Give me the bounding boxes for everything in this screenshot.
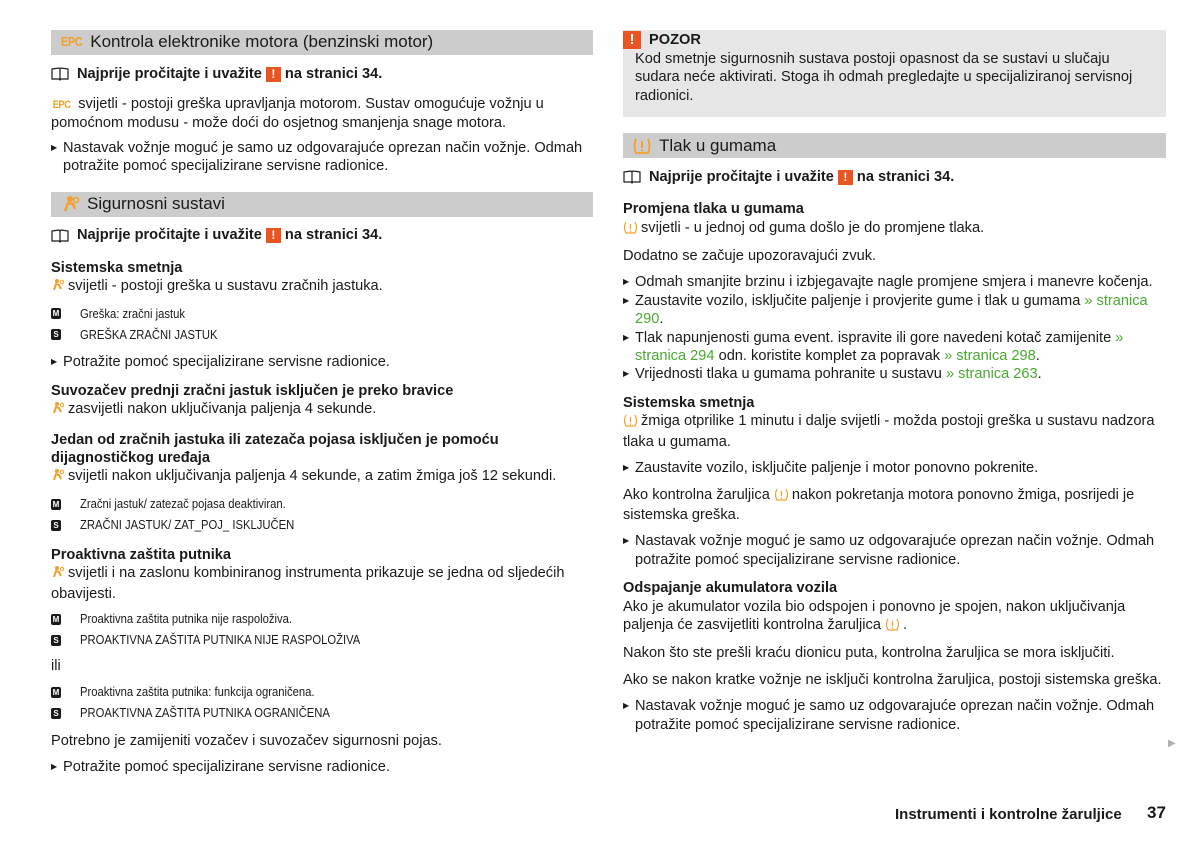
continue-arrow-icon: ▶ bbox=[1168, 738, 1176, 749]
bullet-item: ▶ Potražite pomoć specijalizirane servisne radionice. bbox=[51, 758, 593, 776]
page-link[interactable]: » stranica 298 bbox=[944, 348, 1036, 365]
subheading: Sistemska smetnja bbox=[623, 394, 755, 411]
paragraph: Ako je akumulator vozila bio odspojen i ponovno je spojen, nakon uključivanja paljenja će zasvijetliti kontrolna žaruljica . bbox=[623, 598, 1166, 637]
display-message-m: M Proaktivna zaštita putnika: funkcija ograničena. bbox=[52, 684, 315, 699]
right-column bbox=[623, 30, 1166, 734]
display-message-m: M Proaktivna zaštita putnika nije raspoloživa. bbox=[52, 612, 292, 627]
paragraph: svijetli i na zaslonu kombiniranog instrumenta prikazuje se jedna od sljedećih obavijesti. bbox=[51, 565, 565, 602]
display-message-s: S PROAKTIVNA ZAŠTITA PUTNIKA NIJE RASPOLOŽIVA bbox=[51, 630, 593, 651]
read-first-note: Najprije pročitajte i uvažite ! na stranici 34. bbox=[51, 225, 593, 247]
warning-box bbox=[623, 30, 1166, 117]
paragraph: žmiga otprilike 1 minutu i dalje svijetli - možda postoji greška u sustavu nadzora tlaka u gumama. bbox=[623, 413, 1155, 450]
display-message-m: M Zračni jastuk/ zatezač pojasa deaktiviran. bbox=[52, 497, 286, 512]
s-icon: S bbox=[51, 520, 61, 531]
read-first-note: Najprije pročitajte i uvažite ! na stranici 34. bbox=[51, 63, 593, 85]
paragraph: zasvijetli nakon uključivanja paljenja 4 sekunde. bbox=[51, 400, 593, 420]
bullet-item: ▶ Zaustavite vozilo, isključite paljenje i provjerite gume i tlak u gumama » stranica 290. bbox=[623, 292, 1166, 329]
display-message-s: S ZRAČNI JASTUK/ ZAT_POJ_ ISKLJUČEN bbox=[51, 515, 593, 536]
tyre-pressure-icon bbox=[631, 136, 653, 156]
paragraph: Potrebno je zamijeniti vozačev i suvozačev sigurnosni pojas. bbox=[51, 732, 442, 749]
bullet-item: ▶ Vrijednosti tlaka u gumama pohranite u sustavu » stranica 263. bbox=[623, 365, 1166, 383]
display-message-s: S PROAKTIVNA ZAŠTITA PUTNIKA OGRANIČENA bbox=[51, 703, 593, 724]
section-title: Kontrola elektronike motora (benzinski motor) bbox=[90, 32, 434, 52]
section-title: Sigurnosni sustavi bbox=[87, 193, 225, 213]
m-icon: M bbox=[52, 615, 60, 625]
bullet-item: ▶ Nastavak vožnje moguć je samo uz odgovarajuće oprezan način vožnje. Odmah potražite pomoć specijalizirane servisne radionice. bbox=[51, 139, 593, 176]
subheading: Proaktivna zaštita putnika bbox=[51, 546, 232, 563]
subheading: Jedan od zračnih jastuka ili zatezača pojasa isključen je pomoću dijagnostičkog uređaja bbox=[51, 431, 499, 467]
paragraph: Ako kontrolna žaruljica nakon pokretanja motora ponovno žmiga, posrijedi je sistemska greška. bbox=[623, 486, 1135, 523]
tyre-pressure-icon bbox=[623, 221, 638, 239]
warning-icon: ! bbox=[838, 170, 853, 185]
airbag-icon bbox=[59, 194, 81, 214]
display-message-m: M Greška: zračni jastuk bbox=[52, 306, 186, 321]
display-message-s: S GREŠKA ZRAČNI JASTUK bbox=[51, 324, 593, 345]
book-icon bbox=[51, 229, 69, 243]
bullet-item: ▶ Odmah smanjite brzinu i izbjegavajte nagle promjene smjera i manevre kočenja. bbox=[623, 273, 1166, 291]
paragraph: svijetli - u jednoj od guma došlo je do promjene tlaka. bbox=[623, 219, 1166, 239]
book-icon bbox=[51, 67, 69, 81]
page-link[interactable]: » stranica 263 bbox=[945, 366, 1038, 383]
footer-chapter: Instrumenti i kontrolne žaruljice bbox=[895, 806, 1122, 823]
tyre-pressure-icon bbox=[885, 618, 900, 636]
book-icon bbox=[623, 170, 641, 184]
s-icon: S bbox=[51, 329, 61, 340]
bullet-item: ▶ Nastavak vožnje moguć je samo uz odgovarajuće oprezan način vožnje. Odmah potražite pomoć specijalizirane servisne radionice. bbox=[623, 532, 1166, 569]
bullet-item: ▶ Zaustavite vozilo, isključite paljenje i motor ponovno pokrenite. bbox=[623, 459, 1166, 477]
section-title: Tlak u gumama bbox=[659, 135, 777, 155]
s-icon: S bbox=[51, 635, 61, 646]
page-link[interactable]: » stranica 290 bbox=[635, 292, 1148, 328]
page-link[interactable]: » stranica 294 bbox=[635, 329, 1124, 365]
tyre-pressure-icon bbox=[774, 488, 789, 506]
subheading: Sistemska smetnja bbox=[51, 259, 183, 276]
or-text: ili bbox=[51, 658, 61, 675]
bullet-item: ▶ Nastavak vožnje moguć je samo uz odgovarajuće oprezan način vožnje. Odmah potražite pomoć specijalizirane servisne radionice. bbox=[623, 697, 1166, 734]
warning-text: Kod smetnje sigurnosnih sustava postoji opasnost da se sustavi u slučaju sudara neće aktivirati. Stoga ih odmah pregledajte u specijaliziranoj servisnoj radionici. bbox=[635, 51, 1133, 104]
bullet-item: ▶ Tlak napunjenosti guma event. ispravite ili gore navedeni kotač zamijenite » stranica 294 odn. koristite komplet za popravak » stranica 298. bbox=[623, 329, 1166, 366]
airbag-icon bbox=[51, 468, 65, 487]
paragraph: Ako se nakon kratke vožnje ne isključi kontrolna žaruljica, postoji sistemska greška. bbox=[623, 671, 1162, 688]
left-column bbox=[51, 30, 593, 776]
m-icon: M bbox=[52, 499, 60, 509]
airbag-icon bbox=[51, 401, 65, 420]
page-footer bbox=[895, 803, 1166, 824]
paragraph: Nakon što ste prešli kraću dionicu puta, kontrolna žaruljica se mora isključiti. bbox=[623, 645, 1115, 662]
epc-icon: EPC bbox=[52, 99, 71, 111]
read-first-note: Najprije pročitajte i uvažite ! na stranici 34. bbox=[623, 166, 1166, 188]
paragraph: svijetli nakon uključivanja paljenja 4 sekunde, a zatim žmiga još 12 sekundi. bbox=[51, 467, 593, 487]
warning-header: ! POZOR bbox=[623, 30, 1154, 50]
s-icon: S bbox=[51, 708, 61, 719]
m-icon: M bbox=[52, 687, 60, 697]
subheading: Promjena tlaka u gumama bbox=[623, 201, 804, 218]
section-header-tyres bbox=[623, 133, 1166, 158]
paragraph: svijetli - postoji greška u sustavu zračnih jastuka. bbox=[51, 277, 593, 297]
paragraph: Dodatno se začuje upozoravajući zvuk. bbox=[623, 248, 877, 265]
subheading: Odspajanje akumulatora vozila bbox=[623, 580, 838, 597]
epc-icon: EPC bbox=[60, 34, 83, 50]
subheading: Suvozačev prednji zračni jastuk isključen je preko bravice bbox=[51, 382, 454, 399]
m-icon: M bbox=[52, 309, 60, 319]
section-header-engine bbox=[51, 30, 593, 55]
warning-icon: ! bbox=[266, 67, 281, 82]
paragraph: EPC svijetli - postoji greška upravljanja motorom. Sustav omogućuje vožnju u pomoćnom modusu - može doći do osjetnog smanjenja snage motora. bbox=[51, 96, 544, 132]
airbag-icon bbox=[51, 565, 65, 584]
bullet-item: ▶ Potražite pomoć specijalizirane servisne radionice. bbox=[51, 353, 593, 371]
airbag-icon bbox=[51, 278, 65, 297]
tyre-pressure-icon bbox=[623, 414, 638, 432]
warning-icon: ! bbox=[266, 228, 281, 243]
warning-icon: ! bbox=[623, 31, 641, 49]
section-header-safety bbox=[51, 192, 593, 217]
page-number: 37 bbox=[1147, 803, 1166, 822]
